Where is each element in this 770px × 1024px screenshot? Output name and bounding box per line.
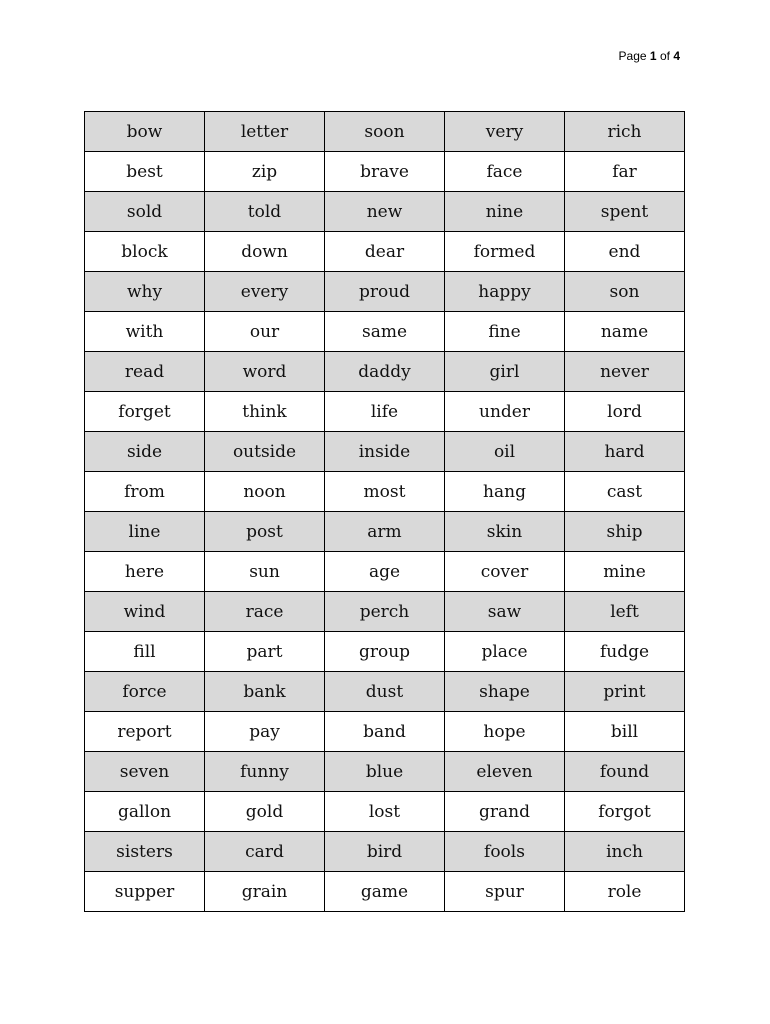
word-cell: happy bbox=[445, 272, 565, 312]
word-cell: forgot bbox=[565, 792, 685, 832]
word-cell: lost bbox=[325, 792, 445, 832]
table-row bbox=[85, 272, 685, 312]
table-row bbox=[85, 152, 685, 192]
page-of-label: of bbox=[659, 49, 670, 63]
word-cell: print bbox=[565, 672, 685, 712]
word-cell: face bbox=[445, 152, 565, 192]
word-cell: formed bbox=[445, 232, 565, 272]
table-row bbox=[85, 752, 685, 792]
current-page-number: 1 bbox=[649, 49, 657, 63]
table-row bbox=[85, 352, 685, 392]
word-cell: fill bbox=[85, 632, 205, 672]
table-row bbox=[85, 832, 685, 872]
word-cell: post bbox=[205, 512, 325, 552]
table-row bbox=[85, 432, 685, 472]
word-cell: best bbox=[85, 152, 205, 192]
word-cell: new bbox=[325, 192, 445, 232]
word-cell: letter bbox=[205, 112, 325, 152]
word-cell: why bbox=[85, 272, 205, 312]
word-cell: fools bbox=[445, 832, 565, 872]
word-cell: same bbox=[325, 312, 445, 352]
word-cell: most bbox=[325, 472, 445, 512]
word-cell: bow bbox=[85, 112, 205, 152]
word-cell: role bbox=[565, 872, 685, 912]
word-cell: hope bbox=[445, 712, 565, 752]
word-cell: rich bbox=[565, 112, 685, 152]
word-cell: bank bbox=[205, 672, 325, 712]
word-cell: gold bbox=[205, 792, 325, 832]
table-row bbox=[85, 192, 685, 232]
word-cell: line bbox=[85, 512, 205, 552]
word-cell: under bbox=[445, 392, 565, 432]
word-cell: read bbox=[85, 352, 205, 392]
word-cell: with bbox=[85, 312, 205, 352]
table-row bbox=[85, 312, 685, 352]
page-number bbox=[619, 49, 680, 63]
word-cell: bird bbox=[325, 832, 445, 872]
word-cell: place bbox=[445, 632, 565, 672]
word-cell: band bbox=[325, 712, 445, 752]
word-cell: dear bbox=[325, 232, 445, 272]
table-row bbox=[85, 472, 685, 512]
word-cell: part bbox=[205, 632, 325, 672]
word-cell: sisters bbox=[85, 832, 205, 872]
word-cell: seven bbox=[85, 752, 205, 792]
word-cell: funny bbox=[205, 752, 325, 792]
table-row bbox=[85, 232, 685, 272]
page-label: Page bbox=[618, 49, 647, 63]
word-cell: game bbox=[325, 872, 445, 912]
table-row bbox=[85, 592, 685, 632]
word-cell: shape bbox=[445, 672, 565, 712]
word-cell: race bbox=[205, 592, 325, 632]
word-table bbox=[84, 111, 685, 912]
word-cell: brave bbox=[325, 152, 445, 192]
word-cell: noon bbox=[205, 472, 325, 512]
table-row bbox=[85, 672, 685, 712]
word-cell: down bbox=[205, 232, 325, 272]
word-cell: report bbox=[85, 712, 205, 752]
word-cell: inch bbox=[565, 832, 685, 872]
word-cell: force bbox=[85, 672, 205, 712]
word-cell: gallon bbox=[85, 792, 205, 832]
word-cell: side bbox=[85, 432, 205, 472]
word-cell: supper bbox=[85, 872, 205, 912]
word-cell: wind bbox=[85, 592, 205, 632]
word-cell: our bbox=[205, 312, 325, 352]
table-row bbox=[85, 632, 685, 672]
word-cell: perch bbox=[325, 592, 445, 632]
word-cell: outside bbox=[205, 432, 325, 472]
word-cell: proud bbox=[325, 272, 445, 312]
word-cell: age bbox=[325, 552, 445, 592]
word-cell: name bbox=[565, 312, 685, 352]
word-cell: very bbox=[445, 112, 565, 152]
table-row bbox=[85, 112, 685, 152]
word-cell: lord bbox=[565, 392, 685, 432]
word-cell: nine bbox=[445, 192, 565, 232]
table-row bbox=[85, 552, 685, 592]
word-cell: group bbox=[325, 632, 445, 672]
word-cell: block bbox=[85, 232, 205, 272]
word-cell: girl bbox=[445, 352, 565, 392]
word-cell: word bbox=[205, 352, 325, 392]
word-cell: sold bbox=[85, 192, 205, 232]
word-cell: forget bbox=[85, 392, 205, 432]
word-cell: cover bbox=[445, 552, 565, 592]
word-cell: pay bbox=[205, 712, 325, 752]
word-cell: blue bbox=[325, 752, 445, 792]
word-cell: found bbox=[565, 752, 685, 792]
word-cell: from bbox=[85, 472, 205, 512]
word-cell: saw bbox=[445, 592, 565, 632]
word-cell: life bbox=[325, 392, 445, 432]
word-table-body bbox=[85, 112, 685, 912]
table-row bbox=[85, 512, 685, 552]
word-cell: never bbox=[565, 352, 685, 392]
word-cell: hard bbox=[565, 432, 685, 472]
table-row bbox=[85, 392, 685, 432]
word-cell: soon bbox=[325, 112, 445, 152]
total-pages-number: 4 bbox=[673, 49, 680, 63]
word-cell: told bbox=[205, 192, 325, 232]
word-cell: son bbox=[565, 272, 685, 312]
word-cell: mine bbox=[565, 552, 685, 592]
word-cell: hang bbox=[445, 472, 565, 512]
word-cell: daddy bbox=[325, 352, 445, 392]
word-cell: fine bbox=[445, 312, 565, 352]
word-cell: skin bbox=[445, 512, 565, 552]
word-cell: here bbox=[85, 552, 205, 592]
word-cell: eleven bbox=[445, 752, 565, 792]
word-cell: every bbox=[205, 272, 325, 312]
word-cell: think bbox=[205, 392, 325, 432]
word-cell: grain bbox=[205, 872, 325, 912]
table-row bbox=[85, 872, 685, 912]
word-cell: ship bbox=[565, 512, 685, 552]
table-row bbox=[85, 712, 685, 752]
word-cell: bill bbox=[565, 712, 685, 752]
word-cell: spur bbox=[445, 872, 565, 912]
word-cell: sun bbox=[205, 552, 325, 592]
word-cell: card bbox=[205, 832, 325, 872]
word-cell: cast bbox=[565, 472, 685, 512]
table-row bbox=[85, 792, 685, 832]
word-cell: left bbox=[565, 592, 685, 632]
word-cell: oil bbox=[445, 432, 565, 472]
word-cell: arm bbox=[325, 512, 445, 552]
word-cell: fudge bbox=[565, 632, 685, 672]
word-cell: grand bbox=[445, 792, 565, 832]
word-cell: spent bbox=[565, 192, 685, 232]
word-cell: far bbox=[565, 152, 685, 192]
word-cell: inside bbox=[325, 432, 445, 472]
word-cell: zip bbox=[205, 152, 325, 192]
word-cell: dust bbox=[325, 672, 445, 712]
word-cell: end bbox=[565, 232, 685, 272]
